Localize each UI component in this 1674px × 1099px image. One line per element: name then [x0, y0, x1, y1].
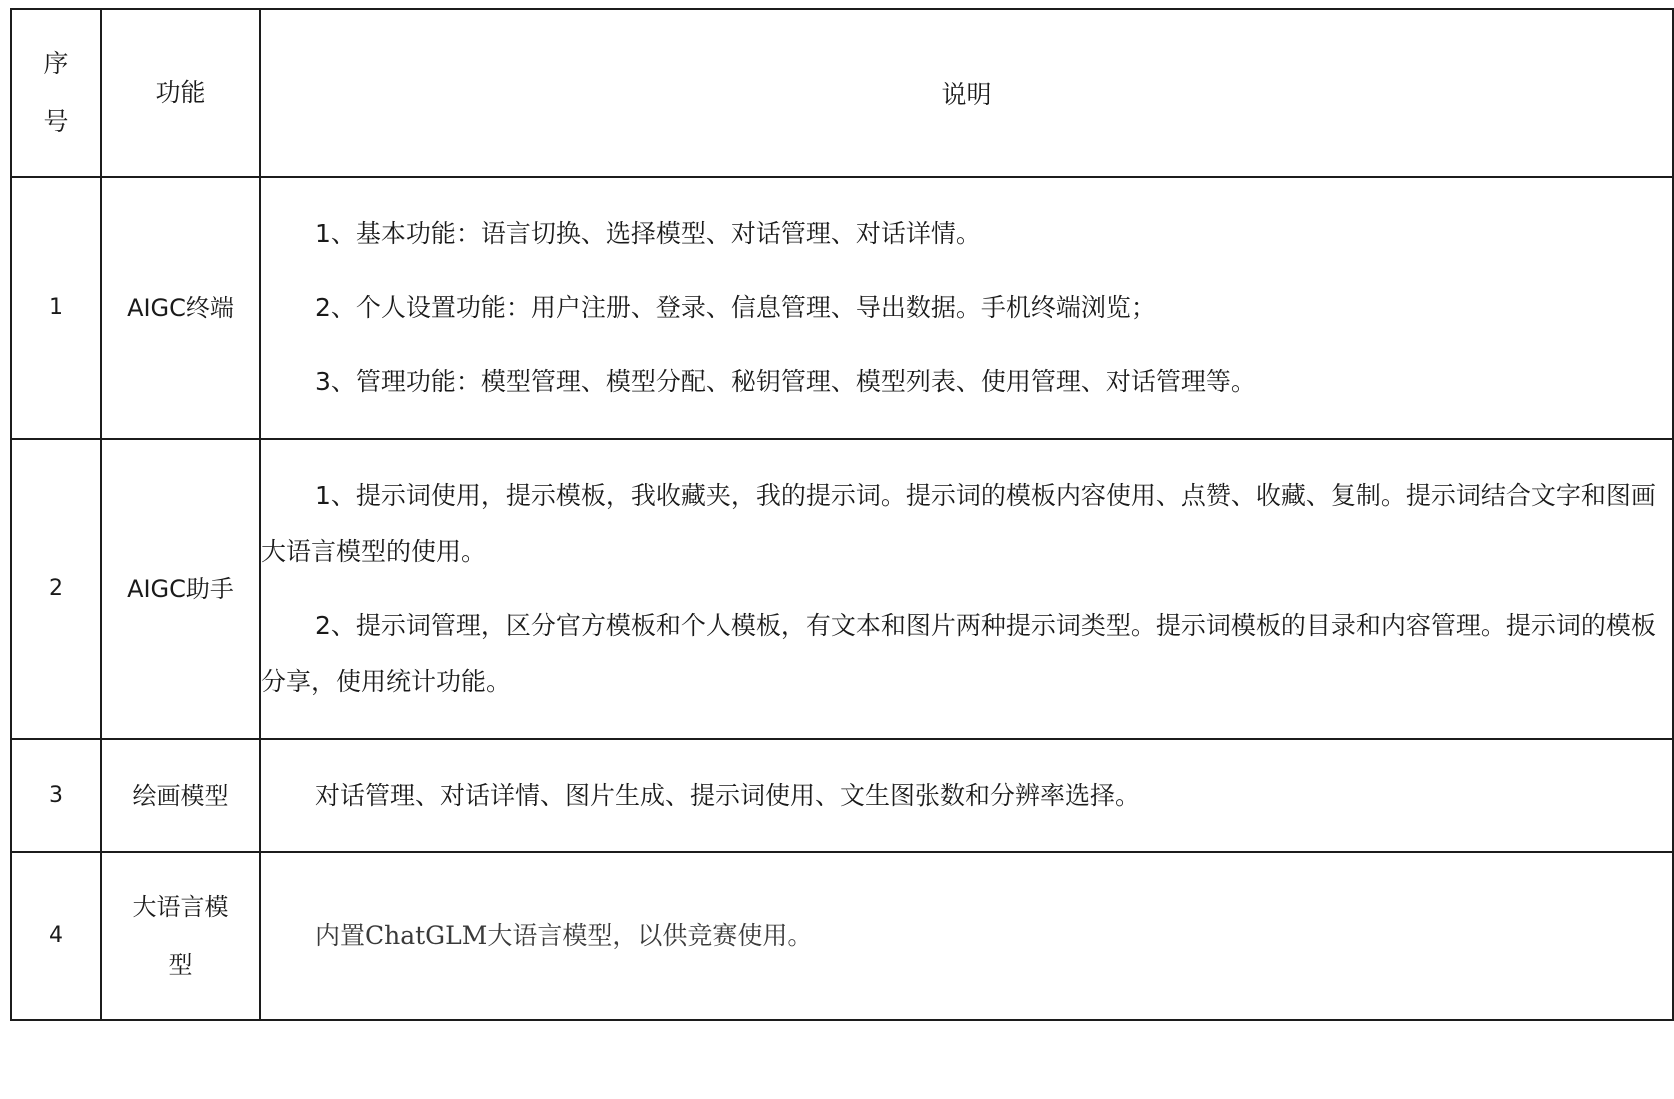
feature-table — [10, 8, 1674, 1021]
table-row — [11, 439, 1673, 739]
description-line: 内置ChatGLM大语言模型，以供竞赛使用。 — [315, 921, 813, 950]
table-row — [11, 852, 1673, 1020]
header-description: 说明 — [260, 9, 1673, 177]
row-description — [260, 439, 1673, 739]
header-index: 序 号 — [11, 9, 101, 177]
header-row — [11, 9, 1673, 177]
description-line: 2、提示词管理，区分官方模板和个人模板，有文本和图片两种提示词类型。提示词模板的目录和内容管理。提示词的模板分享，使用统计功能。 — [261, 611, 1656, 696]
row-description — [260, 739, 1673, 852]
row-function: 大语言模 型 — [101, 852, 260, 1020]
description-line: 1、提示词使用，提示模板，我收藏夹，我的提示词。提示词的模板内容使用、点赞、收藏、复制。提示词结合文字和图画大语言模型的使用。 — [261, 481, 1656, 566]
description-line: 对话管理、对话详情、图片生成、提示词使用、文生图张数和分辨率选择。 — [315, 780, 1141, 810]
description-line: 3、管理功能：模型管理、模型分配、秘钥管理、模型列表、使用管理、对话管理等。 — [315, 367, 1256, 396]
table-row — [11, 177, 1673, 439]
row-description — [260, 852, 1673, 1020]
row-function: AIGC终端 — [101, 177, 260, 439]
header-function: 功能 — [101, 9, 260, 177]
row-index: 3 — [11, 739, 101, 852]
row-description — [260, 177, 1673, 439]
description-line: 1、基本功能：语言切换、选择模型、对话管理、对话详情。 — [315, 219, 981, 248]
description-line: 2、个人设置功能：用户注册、登录、信息管理、导出数据。手机终端浏览； — [315, 293, 1156, 322]
row-index: 1 — [11, 177, 101, 439]
row-index: 4 — [11, 852, 101, 1020]
row-function: 绘画模型 — [101, 739, 260, 852]
row-index: 2 — [11, 439, 101, 739]
table-row — [11, 739, 1673, 852]
row-function: AIGC助手 — [101, 439, 260, 739]
